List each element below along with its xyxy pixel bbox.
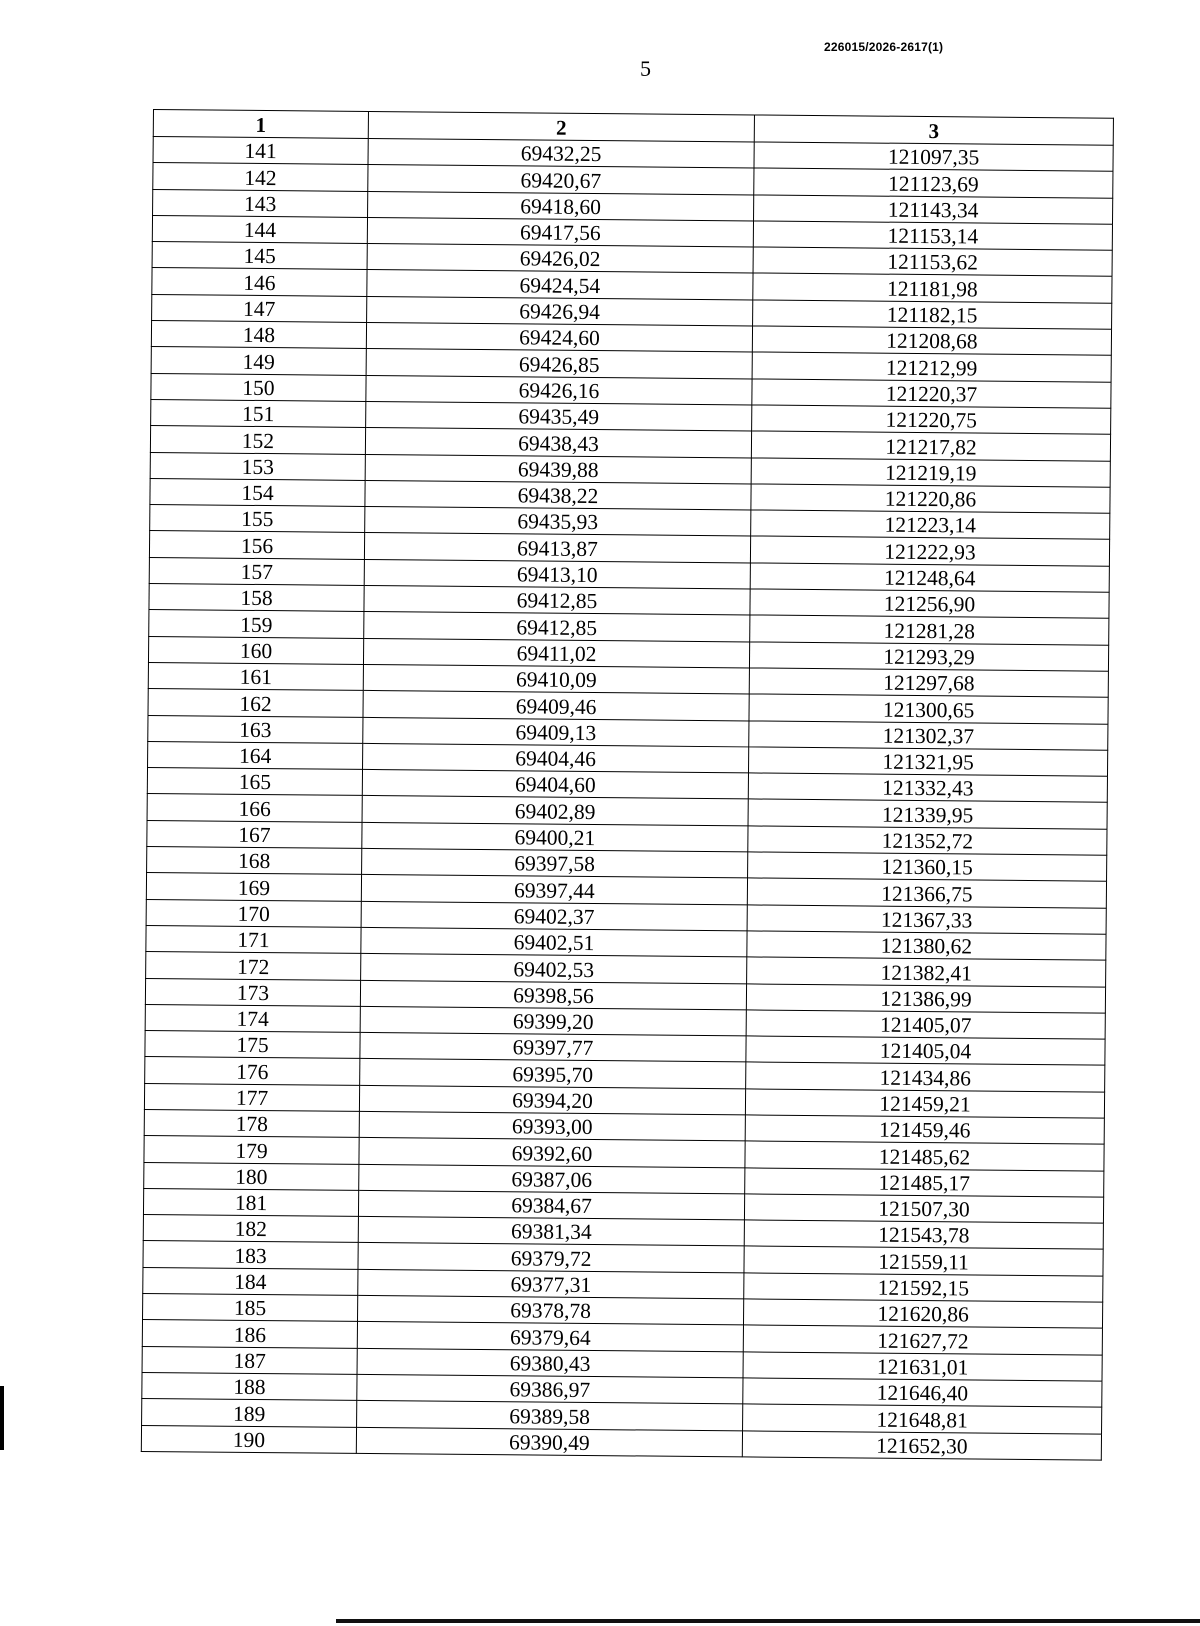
table-cell: 189 — [142, 1399, 357, 1427]
table-cell: 182 — [143, 1215, 358, 1243]
table-cell: 69379,72 — [358, 1243, 744, 1273]
table-cell: 69381,34 — [358, 1217, 744, 1247]
table-cell: 69397,58 — [362, 848, 748, 878]
table-cell: 152 — [150, 426, 365, 454]
table-cell: 69409,13 — [363, 717, 749, 747]
table-cell: 143 — [153, 189, 368, 217]
table-cell: 159 — [149, 610, 364, 638]
table-cell: 121620,86 — [743, 1299, 1102, 1329]
table-cell: 69393,00 — [359, 1111, 745, 1141]
table-cell: 69417,56 — [367, 217, 753, 247]
table-cell: 121123,69 — [754, 168, 1113, 198]
table-cell: 179 — [144, 1136, 359, 1164]
table-cell: 144 — [152, 215, 367, 243]
table-cell: 121559,11 — [744, 1246, 1103, 1276]
table-cell: 121507,30 — [744, 1194, 1103, 1224]
table-cell: 141 — [153, 137, 368, 165]
table-cell: 121300,65 — [749, 694, 1108, 724]
table-cell: 69402,51 — [361, 927, 747, 957]
table-cell: 161 — [148, 662, 363, 690]
table-cell: 69397,44 — [361, 875, 747, 905]
table-cell: 69379,64 — [357, 1322, 743, 1352]
coordinates-table — [141, 109, 1114, 1461]
table-cell: 69439,88 — [365, 454, 751, 484]
table-cell: 150 — [151, 373, 366, 401]
table-cell: 69377,31 — [358, 1269, 744, 1299]
table-cell: 121217,82 — [751, 431, 1110, 461]
table-cell: 186 — [142, 1320, 357, 1348]
table-cell: 162 — [148, 689, 363, 717]
table-cell: 185 — [143, 1294, 358, 1322]
table-cell: 121592,15 — [744, 1273, 1103, 1303]
table-cell: 121212,99 — [752, 352, 1111, 382]
table-cell: 158 — [149, 584, 364, 612]
table-cell: 69432,25 — [368, 138, 754, 168]
table-cell: 69380,43 — [357, 1348, 743, 1378]
table-cell: 69392,60 — [359, 1138, 745, 1168]
table-cell: 69438,43 — [365, 428, 751, 458]
table-cell: 177 — [144, 1083, 359, 1111]
table-cell: 69402,37 — [361, 901, 747, 931]
document-number: 226015/2026-2617(1) — [824, 40, 944, 54]
table-cell: 153 — [150, 452, 365, 480]
table-cell: 69389,58 — [357, 1401, 743, 1431]
table-cell: 172 — [146, 952, 361, 980]
table-cell: 121248,64 — [750, 563, 1109, 593]
table-cell: 69424,60 — [366, 323, 752, 353]
table-cell: 69386,97 — [357, 1374, 743, 1404]
table-cell: 121405,04 — [746, 1036, 1105, 1066]
table-cell: 121220,37 — [752, 379, 1111, 409]
table-cell: 69424,54 — [367, 270, 753, 300]
table-cell: 121367,33 — [747, 905, 1106, 935]
table-cell: 121302,37 — [749, 720, 1108, 750]
table-cell: 151 — [151, 399, 366, 427]
table-cell: 171 — [146, 925, 361, 953]
table-cell: 69404,60 — [362, 770, 748, 800]
table-cell: 156 — [149, 531, 364, 559]
table-cell: 121366,75 — [747, 878, 1106, 908]
table-cell: 121297,68 — [749, 668, 1108, 698]
table-cell: 69413,10 — [364, 559, 750, 589]
table-cell: 121339,95 — [748, 799, 1107, 829]
table-cell: 121256,90 — [750, 589, 1109, 619]
table-cell: 155 — [150, 505, 365, 533]
table-cell: 121648,81 — [743, 1404, 1102, 1434]
table-cell: 175 — [145, 1031, 360, 1059]
table-cell: 121459,46 — [745, 1115, 1104, 1145]
table-cell: 69411,02 — [363, 638, 749, 668]
table-cell: 121360,15 — [748, 852, 1107, 882]
table-cell: 154 — [150, 478, 365, 506]
table-cell: 69397,77 — [360, 1033, 746, 1063]
table-cell: 69402,53 — [361, 954, 747, 984]
table-cell: 121434,86 — [746, 1062, 1105, 1092]
table-cell: 142 — [153, 163, 368, 191]
table-cell: 169 — [146, 873, 361, 901]
table-cell: 180 — [144, 1162, 359, 1190]
table-cell: 69438,22 — [365, 480, 751, 510]
table-cell: 69410,09 — [363, 664, 749, 694]
table-cell: 146 — [152, 268, 367, 296]
table-cell: 69418,60 — [368, 191, 754, 221]
table-cell: 178 — [144, 1109, 359, 1137]
table-cell: 121382,41 — [747, 957, 1106, 987]
table-cell: 157 — [149, 557, 364, 585]
table-cell: 181 — [143, 1188, 358, 1216]
table-cell: 164 — [148, 741, 363, 769]
table-cell: 121646,40 — [743, 1378, 1102, 1408]
table-cell: 69412,85 — [364, 612, 750, 642]
table-cell: 121223,14 — [751, 510, 1110, 540]
table-cell: 121459,21 — [745, 1089, 1104, 1119]
table-cell: 69378,78 — [358, 1295, 744, 1325]
table-cell: 163 — [148, 715, 363, 743]
table-cell: 121208,68 — [752, 326, 1111, 356]
table-cell: 121543,78 — [744, 1220, 1103, 1250]
table-cell: 188 — [142, 1372, 357, 1400]
table-cell: 69426,16 — [366, 375, 752, 405]
table-cell: 165 — [147, 768, 362, 796]
table-cell: 69413,87 — [364, 533, 750, 563]
table-cell: 121222,93 — [750, 536, 1109, 566]
table-cell: 174 — [145, 1004, 360, 1032]
table-cell: 121153,14 — [753, 221, 1112, 251]
table-cell: 69409,46 — [363, 691, 749, 721]
table-cell: 69435,49 — [366, 401, 752, 431]
table-cell: 69384,67 — [358, 1190, 744, 1220]
table-cell: 167 — [147, 820, 362, 848]
table-cell: 69400,21 — [362, 822, 748, 852]
table-cell: 149 — [151, 347, 366, 375]
table-cell: 121097,35 — [754, 142, 1113, 172]
table-cell: 69402,89 — [362, 796, 748, 826]
table-cell: 69390,49 — [356, 1427, 742, 1457]
table-cell: 121219,19 — [751, 458, 1110, 488]
table-cell: 69398,56 — [360, 980, 746, 1010]
table-cell: 121143,34 — [754, 195, 1113, 225]
table-cell: 121386,99 — [746, 983, 1105, 1013]
table-cell: 148 — [151, 321, 366, 349]
table-cell: 121153,62 — [753, 247, 1112, 277]
scan-edge-mark — [0, 1386, 4, 1450]
table-cell: 173 — [145, 978, 360, 1006]
table-cell: 170 — [146, 899, 361, 927]
table-cell: 69394,20 — [359, 1085, 745, 1115]
table-cell: 69435,93 — [365, 507, 751, 537]
table-cell: 69426,85 — [366, 349, 752, 379]
table-cell: 121220,75 — [752, 405, 1111, 435]
table-cell: 69426,02 — [367, 244, 753, 274]
table-cell: 121182,15 — [753, 300, 1112, 330]
table-cell: 121332,43 — [748, 773, 1107, 803]
table-cell: 121293,29 — [749, 642, 1108, 672]
table-cell: 121485,17 — [745, 1167, 1104, 1197]
table-cell: 69395,70 — [360, 1059, 746, 1089]
table-cell: 69404,46 — [363, 743, 749, 773]
table-cell: 69420,67 — [368, 165, 754, 195]
table-cell: 121220,86 — [751, 484, 1110, 514]
table-cell: 121181,98 — [753, 273, 1112, 303]
table-cell: 121405,07 — [746, 1010, 1105, 1040]
table-cell: 166 — [147, 794, 362, 822]
table-cell: 121485,62 — [745, 1141, 1104, 1171]
column-header: 1 — [153, 110, 368, 139]
table-cell: 176 — [145, 1057, 360, 1085]
page-number: 5 — [640, 56, 651, 81]
table-cell: 121352,72 — [748, 826, 1107, 856]
column-header: 2 — [368, 111, 754, 142]
table-cell: 184 — [143, 1267, 358, 1295]
table-cell: 168 — [147, 846, 362, 874]
table-cell: 190 — [141, 1425, 356, 1453]
table-cell: 121380,62 — [747, 931, 1106, 961]
table-cell: 145 — [152, 242, 367, 270]
table-cell: 121627,72 — [743, 1325, 1102, 1355]
table-cell: 121281,28 — [750, 615, 1109, 645]
table-cell: 187 — [142, 1346, 357, 1374]
table-cell: 121321,95 — [748, 747, 1107, 777]
table-body — [141, 137, 1113, 1461]
table-cell: 69399,20 — [360, 1006, 746, 1036]
column-header: 3 — [754, 115, 1113, 145]
table-cell: 160 — [148, 636, 363, 664]
table-cell: 69387,06 — [359, 1164, 745, 1194]
table-cell: 121631,01 — [743, 1352, 1102, 1382]
table-cell: 121652,30 — [742, 1430, 1101, 1460]
table-cell: 69426,94 — [367, 296, 753, 326]
table-cell: 147 — [152, 294, 367, 322]
table-cell: 69412,85 — [364, 585, 750, 615]
table-cell: 183 — [143, 1241, 358, 1269]
scan-bottom-rule — [336, 1619, 1200, 1623]
